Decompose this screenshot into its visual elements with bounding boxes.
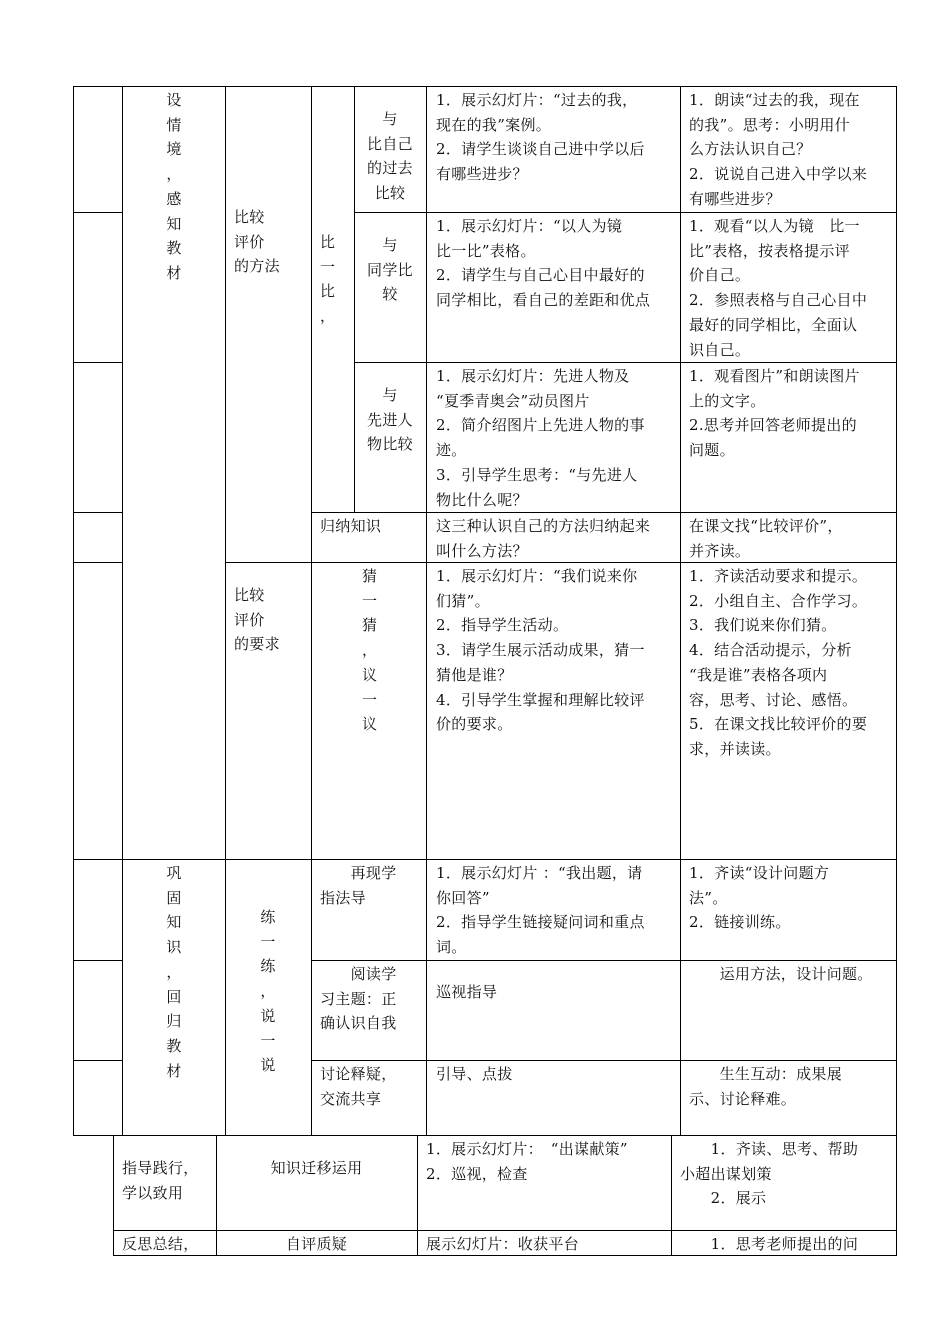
row-divider	[311, 960, 897, 961]
table-border-top	[73, 86, 897, 87]
col-divider	[113, 1135, 114, 1256]
row-divider	[73, 562, 122, 563]
method-label-selfeval: 自评质疑	[285, 1235, 348, 1253]
method-label-compare: 比较 评价 的方法	[234, 208, 280, 276]
sub-label: 与 同学比 较	[367, 236, 413, 304]
sub-label: 阅读学 习主题：正 确认识自我	[320, 965, 397, 1033]
row-divider	[73, 859, 897, 860]
row-divider	[354, 212, 897, 213]
student-activity: 生生互动：成果展 示、讨论释难。	[689, 1065, 843, 1108]
stage-label-1: 设 情 境 ， 感 知 教 材	[166, 91, 182, 282]
sub-label: 归纳知识	[320, 517, 382, 535]
teacher-activity: 1．展示幻灯片：“以人为镜 比一比”表格。 2．请学生与自己心目中最好的 同学相比，看自己的差距和优点	[436, 217, 651, 310]
teacher-activity: 展示幻灯片：收获平台	[426, 1235, 580, 1253]
sub-label: 再现学 指法导	[320, 864, 397, 907]
stage-label-4: 反思总结，	[122, 1235, 199, 1253]
col-divider	[680, 86, 681, 1135]
sub-label: 与 先进人 物比较	[367, 386, 413, 454]
stage-label-3: 指导践行， 学以致用	[122, 1159, 199, 1202]
student-activity: 1．齐读活动要求和提示。 2．小组自主、合作学习。 3．我们说来你们猜。 4．结合活动提示，分析 “我是谁”表格各项内 容，思考、讨论、感悟。 5．在课文找比较评价的要 求，并读读。	[689, 567, 868, 758]
row-divider	[113, 1230, 897, 1231]
teacher-activity: 1．展示幻灯片 ：“我出题，请 你回答” 2．指导学生链接疑问词和重点 词。	[436, 864, 645, 957]
sub-label: 猜 一 猜 ， 议 一 议	[362, 567, 378, 734]
row-divider	[73, 960, 122, 961]
col-divider	[896, 1135, 897, 1256]
sub-label: 讨论释疑， 交流共享	[320, 1065, 397, 1108]
method-label-requirements: 比较 评价 的要求	[234, 586, 280, 654]
student-activity: 运用方法，设计问题。	[689, 965, 873, 983]
table-border-bottom	[73, 1135, 897, 1136]
stage-label-2: 巩 固 知 识 ， 回 归 教 材	[166, 864, 182, 1080]
compare-label: 比 一 比 ，	[320, 233, 336, 326]
student-activity: 1．齐读“设计问题方 法”。 2．链接训练。	[689, 864, 830, 932]
method-label-practice: 练 一 练 ， 说 一 说	[260, 908, 276, 1075]
student-activity: 在课文找“比较评价”， 并齐读。	[689, 517, 843, 560]
row-divider	[73, 1060, 122, 1061]
student-activity: 1．观看“以人为镜 比一 比”表格，按表格提示评 价自己。 2．参照表格与自己心目中 最好的同学相比，全面认 识自己。	[689, 217, 868, 359]
student-activity: 1．观看图片”和朗读图片 上的文字。 2.思考并回答老师提出的 问题。	[689, 367, 860, 460]
col-divider	[417, 1135, 418, 1256]
teacher-activity: 这三种认识自己的方法归纳起来 叫什么方法？	[436, 517, 651, 560]
method-label-transfer: 知识迁移运用	[270, 1159, 363, 1177]
row-divider	[73, 362, 122, 363]
col-divider	[671, 1135, 672, 1256]
student-activity: 1．朗读“过去的我，现在 的我”。思考：小明用什 么方法认识自己？ 2．说说自己进入中学以来 有哪些进步？	[689, 91, 868, 208]
col-divider	[426, 86, 427, 1135]
teacher-activity: 1．展示幻灯片：“我们说来你 们猜”。 2．指导学生活动。 3．请学生展示活动成果，猜一 猜他是谁？ 4．引导学生掌握和理解比较评 价的要求。	[436, 567, 645, 734]
row-divider	[73, 512, 122, 513]
row-divider	[73, 212, 122, 213]
row-divider	[311, 1060, 897, 1061]
teacher-activity: 1．展示幻灯片：“过去的我， 现在的我”案例。 2．请学生谈谈自己进中学以后 有哪些进步？	[436, 91, 645, 184]
teacher-activity: 巡视指导	[436, 983, 498, 1001]
teacher-activity: 引导、点拔	[436, 1065, 513, 1083]
sub-label: 与 比自己 的过去 比较	[367, 110, 413, 203]
student-activity: 1．齐读、思考、帮助 小超出谋划策 2．展示	[680, 1140, 859, 1208]
teacher-activity: 1．展示幻灯片： “出谋献策” 2．巡视，检查	[426, 1140, 628, 1183]
teacher-activity: 1．展示幻灯片：先进人物及 “夏季青奥会”动员图片 2．简介绍图片上先进人物的事 迹。 3．引导学生思考：“与先进人 物比什么呢？	[436, 367, 645, 509]
table-border-right	[896, 86, 897, 1135]
col-divider	[354, 86, 355, 512]
col-divider	[216, 1135, 217, 1256]
col-divider	[122, 86, 123, 1135]
col-divider	[225, 86, 226, 1135]
col-divider	[73, 86, 74, 1135]
student-activity: 1．思考老师提出的问	[680, 1235, 859, 1253]
col-divider	[311, 86, 312, 1135]
